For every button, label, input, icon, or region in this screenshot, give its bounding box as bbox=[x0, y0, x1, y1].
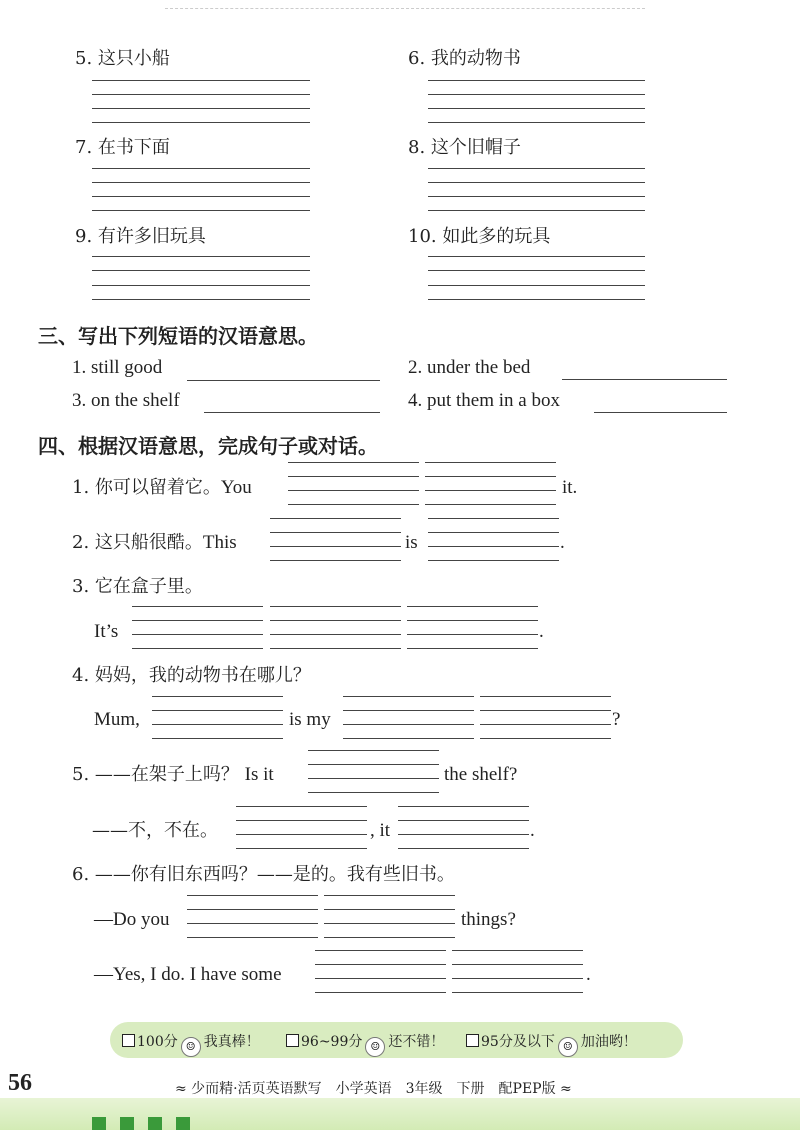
s4-q6-line2: —Do you bbox=[94, 909, 170, 930]
smile-face-icon: ☺ bbox=[558, 1037, 578, 1057]
s3-answer-1[interactable] bbox=[187, 380, 380, 381]
s4-q4: 4. 妈妈，我的动物书在哪儿？ bbox=[72, 665, 311, 686]
s4-q6-post: things? bbox=[461, 909, 516, 930]
item-10: 10. 如此多的玩具 bbox=[408, 226, 551, 247]
s4-q4-end: ? bbox=[612, 709, 621, 730]
decor-square bbox=[176, 1117, 190, 1130]
s4-q6-end: . bbox=[586, 964, 591, 985]
s4-q1: 1. 你可以留着它。You bbox=[72, 477, 252, 498]
s4-q2: 2. 这只船很酷。This bbox=[72, 532, 237, 553]
s3-item-3: 3. on the shelf bbox=[72, 390, 180, 411]
s4-q4-pre: Mum, bbox=[94, 709, 140, 730]
s4-q4-mid: is my bbox=[289, 709, 331, 730]
s3-item-1: 1. still good bbox=[72, 357, 163, 378]
checkbox-icon[interactable] bbox=[466, 1034, 479, 1047]
section-3-title: 三、写出下列短语的汉语意思。 bbox=[38, 324, 318, 348]
s4-q5: 5. ——在架子上吗？ Is it bbox=[72, 764, 274, 785]
item-6: 6. 我的动物书 bbox=[408, 48, 521, 69]
item-7: 7. 在书下面 bbox=[75, 137, 170, 158]
score-option-1[interactable]: 100分 ☺ 我真棒！ bbox=[122, 1031, 260, 1057]
checkbox-icon[interactable] bbox=[122, 1034, 135, 1047]
s3-item-4: 4. put them in a box bbox=[408, 390, 560, 411]
s4-q5-mid: , it bbox=[370, 820, 391, 841]
smile-face-icon: ☺ bbox=[365, 1037, 385, 1057]
decor-square bbox=[92, 1117, 106, 1130]
section-4-title: 四、根据汉语意思，完成句子或对话。 bbox=[38, 434, 378, 458]
page-number: 56 bbox=[8, 1070, 32, 1096]
s4-q2-end: . bbox=[560, 532, 565, 553]
s4-q3-pre: It’s bbox=[94, 621, 119, 642]
s4-q6: 6. ——你有旧东西吗？——是的。我有些旧书。 bbox=[72, 864, 455, 885]
s4-q2-mid: is bbox=[405, 532, 418, 553]
decor-square bbox=[120, 1117, 134, 1130]
s3-answer-3[interactable] bbox=[204, 412, 380, 413]
score-option-3[interactable]: 95分及以下 ☺ 加油哟！ bbox=[466, 1031, 637, 1057]
checkbox-icon[interactable] bbox=[286, 1034, 299, 1047]
s4-q5-line2: ——不，不在。 bbox=[92, 820, 218, 841]
top-divider bbox=[165, 8, 645, 9]
smile-face-icon: ☺ bbox=[181, 1037, 201, 1057]
item-8: 8. 这个旧帽子 bbox=[408, 137, 521, 158]
s4-q1-end: it. bbox=[562, 477, 578, 498]
s4-q6-line3: —Yes, I do. I have some bbox=[94, 964, 282, 985]
item-5: 5. 这只小船 bbox=[75, 48, 170, 69]
book-title: ≈ 少而精·活页英语默写 小学英语 3年级 下册 配PEP版 ≈ bbox=[175, 1081, 572, 1097]
s4-q3-end: . bbox=[539, 621, 544, 642]
s3-answer-2[interactable] bbox=[562, 379, 727, 380]
score-option-2[interactable]: 96~99分 ☺ 还不错！ bbox=[286, 1031, 444, 1057]
s4-q5-end: . bbox=[530, 820, 535, 841]
s3-item-2: 2. under the bed bbox=[408, 357, 531, 378]
s4-q3: 3. 它在盒子里。 bbox=[72, 576, 203, 597]
s3-answer-4[interactable] bbox=[594, 412, 727, 413]
item-9: 9. 有许多旧玩具 bbox=[75, 226, 206, 247]
decor-square bbox=[148, 1117, 162, 1130]
s4-q5-post: the shelf? bbox=[444, 764, 518, 785]
